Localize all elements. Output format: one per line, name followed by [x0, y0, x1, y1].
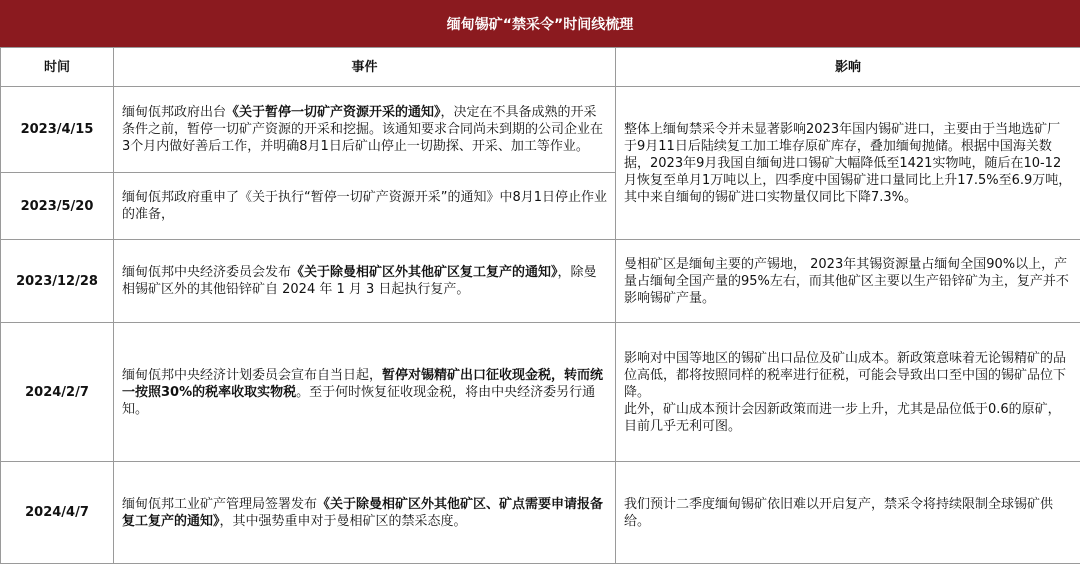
- row-event: [114, 323, 616, 462]
- row-date: 2023/12/28: [1, 240, 114, 323]
- table-row: [1, 462, 1080, 564]
- impact-paragraph: 影响对中国等地区的锡矿出口品位及矿山成本。新政策意味着无论锡精矿的品位高低，都将按照同样的税率进行征税，可能会导致出口至中国的锡矿品位下降。: [624, 350, 1072, 401]
- event-text: 缅甸佤邦中央经济计划委员会宣布自当日起，: [122, 368, 382, 383]
- event-text-cont: ，其中强势重申对于曼相矿区的禁采态度。: [220, 514, 467, 529]
- header-row: [1, 48, 1080, 87]
- header-event: 事件: [114, 48, 616, 87]
- event-document-title: 《关于除曼相矿区外其他矿区复工复产的通知》: [291, 265, 558, 280]
- row-date: 2024/4/7: [1, 462, 114, 564]
- header-time: 时间: [1, 48, 114, 87]
- row-date: 2023/5/20: [1, 173, 114, 240]
- row-event: [114, 173, 616, 240]
- row-impact-merged: 整体上缅甸禁采令并未显著影响2023年国内锡矿进口，主要由于当地选矿厂于9月11日后陆续复工加工堆存原矿库存，叠加缅甸抛储。根据中国海关数据，2023年9月我国自缅甸进口锡矿大幅降低至1421实物吨，随后在10-12月恢复至单月1万吨以上，四季度中国锡矿进口量同比上升17.5%至6.9万吨，其中来自缅甸的锡矿进口实物量仅同比下降7.3%。: [616, 87, 1080, 240]
- event-text-cont: 。至于何时恢复征收现金税，将由中央经济委另行通知。: [122, 385, 595, 417]
- table-row: [1, 240, 1080, 323]
- event-text-cont: ，决定在不具备成熟的开采条件之前，暂停一切矿产资源的开采和挖掘。该通知要求合同尚未到期的公司企业在3个月内做好善后工作，并明确8月1日后矿山停止一切勘探、开采、加工等作业。: [122, 105, 603, 154]
- timeline-table: [0, 47, 1080, 564]
- table-row: [1, 87, 1080, 173]
- row-impact: 我们预计二季度缅甸锡矿依旧难以开启复产，禁采令将持续限制全球锡矿供给。: [616, 462, 1080, 564]
- event-text-cont: ，除曼相锡矿区外的其他铅锌矿自 2024 年 1 月 3 日起执行复产。: [122, 265, 597, 297]
- event-highlight: 暂停对锡精矿出口征收现金税，转而统一按照30%的税率收取实物税: [122, 368, 603, 400]
- row-event: [114, 87, 616, 173]
- event-text: 缅甸佤邦中央经济委员会发布: [122, 265, 291, 280]
- row-event: [114, 240, 616, 323]
- impact-paragraph: 此外，矿山成本预计会因新政策而进一步上升，尤其是品位低于0.6的原矿，目前几乎无利可图。: [624, 401, 1072, 435]
- event-text: 缅甸佤邦政府出台: [122, 105, 226, 120]
- table-title: 缅甸锡矿“禁采令”时间线梳理: [0, 0, 1080, 47]
- event-document-title: 《关于暂停一切矿产资源开采的通知》: [226, 105, 441, 120]
- table-row: [1, 323, 1080, 462]
- event-document-title: 《关于除曼相矿区外其他矿区、矿点需要申请报备复工复产的通知》: [122, 497, 603, 529]
- event-text: 缅甸佤邦政府重申了《关于执行“暂停一切矿产资源开采”的通知》中8月1日停止作业的准备，: [122, 190, 607, 222]
- row-date: 2024/2/7: [1, 323, 114, 462]
- row-impact: 曼相矿区是缅甸主要的产锡地， 2023年其锡资源量占缅甸全国90%以上，产量占缅甸全国产量的95%左右，而其他矿区主要以生产铅锌矿为主，复产并不影响锡矿产量。: [616, 240, 1080, 323]
- header-impact: 影响: [616, 48, 1080, 87]
- row-impact: [616, 323, 1080, 462]
- row-date: 2023/4/15: [1, 87, 114, 173]
- event-text: 缅甸佤邦工业矿产管理局签署发布: [122, 497, 317, 512]
- row-event: [114, 462, 616, 564]
